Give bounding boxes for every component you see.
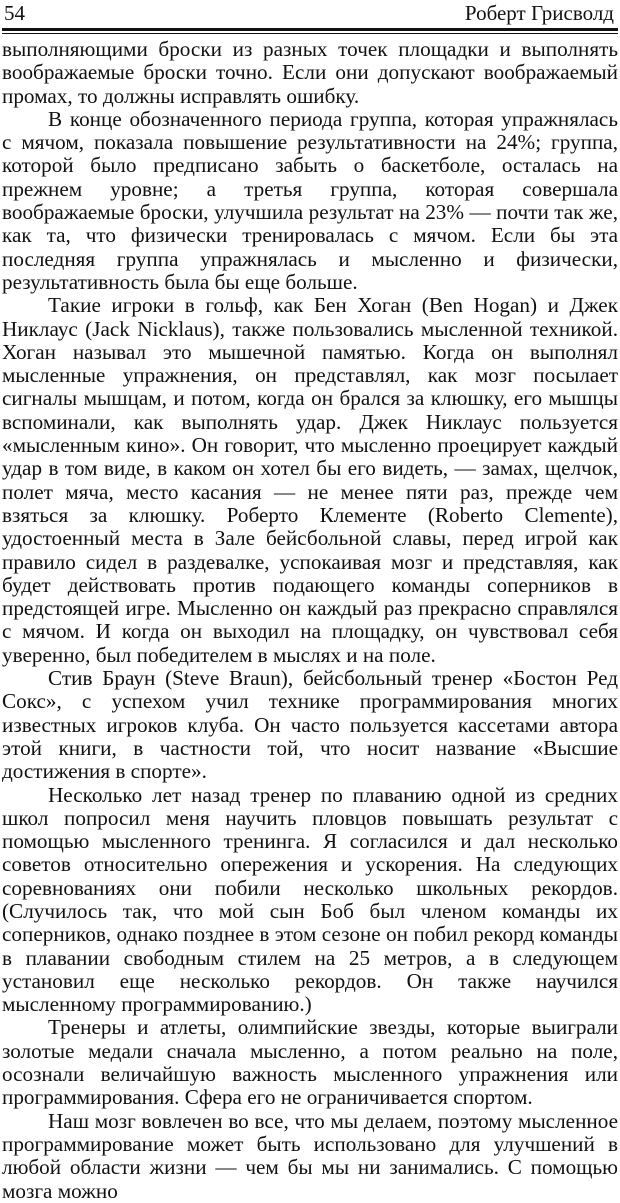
page-header	[2, 0, 618, 28]
header-rule-thick	[2, 28, 618, 31]
paragraph: Стив Браун (Steve Braun), бейсбольный тренер «Бостон Ред Сокс», с успехом учил технике программирования многих известных игроков клуба. Он часто пользуется кассетами автора этой книги, в частности той, что носит название «Высшие достижения в спорте».	[2, 666, 618, 784]
paragraph: В конце обозначенного периода группа, которая упражнялась с мячом, показала повышение результативности на 24%; группа, которой было предписано забыть о баскетболе, осталась на прежнем уровне; а третья группа, которая совершала воображаемые броски, улучшила результат на 23% — почти так же, как та, что физически тренировалась с мячом. Если бы эта последняя группа упражнялась и мысленно и физически, результативность была бы еще больше.	[2, 106, 618, 294]
paragraph: Такие игроки в гольф, как Бен Хоган (Ben Hogan) и Джек Никлаус (Jack Nicklaus), также пользовались мысленной техникой. Хоган называл это мышечной памятью. Когда он выполнял мысленные упражнения, он представлял, как мозг посылает сигналы мышцам, и потом, когда он брался за клюшку, его мышцы вспоминали, как выполнять удар. Джек Никлаус пользуется «мысленным кино». Он говорит, что мысленно проецирует каждый удар в том виде, в каком он хотел бы его видеть, — замах, щелчок, полет мяча, место касания — не менее пяти раз, прежде чем взяться за клюшку. Роберто Клементе (Roberto Clemente), удостоенный места в Зале бейсбольной славы, перед игрой как правило сидел в раздевалке, успокаивая мозг и представляя, как будет действовать против подающего команды соперников в предстоящей игре. Мысленно он каждый раз прекрасно справлялся с мячом. И когда он выходил на площадку, он чувствовал себя уверенно, был победителем в мыслях и на поле.	[2, 293, 618, 667]
body-text	[2, 38, 618, 1203]
paragraph: Тренеры и атлеты, олимпийские звезды, которые выиграли золотые медали сначала мысленно, а потом реально на поле, осознали величайшую важность мысленного упражнения или программирования. Сфера его не ограничивается спортом.	[2, 1015, 618, 1110]
header-rule-thin	[2, 33, 618, 34]
paragraph: выполняющими броски из разных точек площадки и выполнять воображаемые броски точно. Если они допускают воображаемый промах, то должны исправлять ошибку.	[2, 37, 618, 108]
page-number: 54	[4, 1, 25, 25]
paragraph: Наш мозг вовлечен во все, что мы делаем, поэтому мысленное программирование может быть использовано для улучшений в любой области жизни — чем бы мы ни занимались. С помощью мозга можно	[2, 1108, 618, 1203]
running-title: Роберт Грисволд	[464, 1, 614, 25]
paragraph: Несколько лет назад тренер по плаванию одной из средних школ попросил меня научить пловцов повышать результат с помощью мысленного тренинга. Я согласился и дал несколько советов относительно опережения и ускорения. На следующих соревнованиях они побили несколько школьных рекордов. (Случилось так, что мой сын Боб был членом команды их соперников, однако позднее в этом сезоне он побил рекорд команды в плавании свободным стилем на 25 метров, а в следующем установил еще несколько рекордов. Он также научился мысленному программированию.)	[2, 782, 618, 1017]
